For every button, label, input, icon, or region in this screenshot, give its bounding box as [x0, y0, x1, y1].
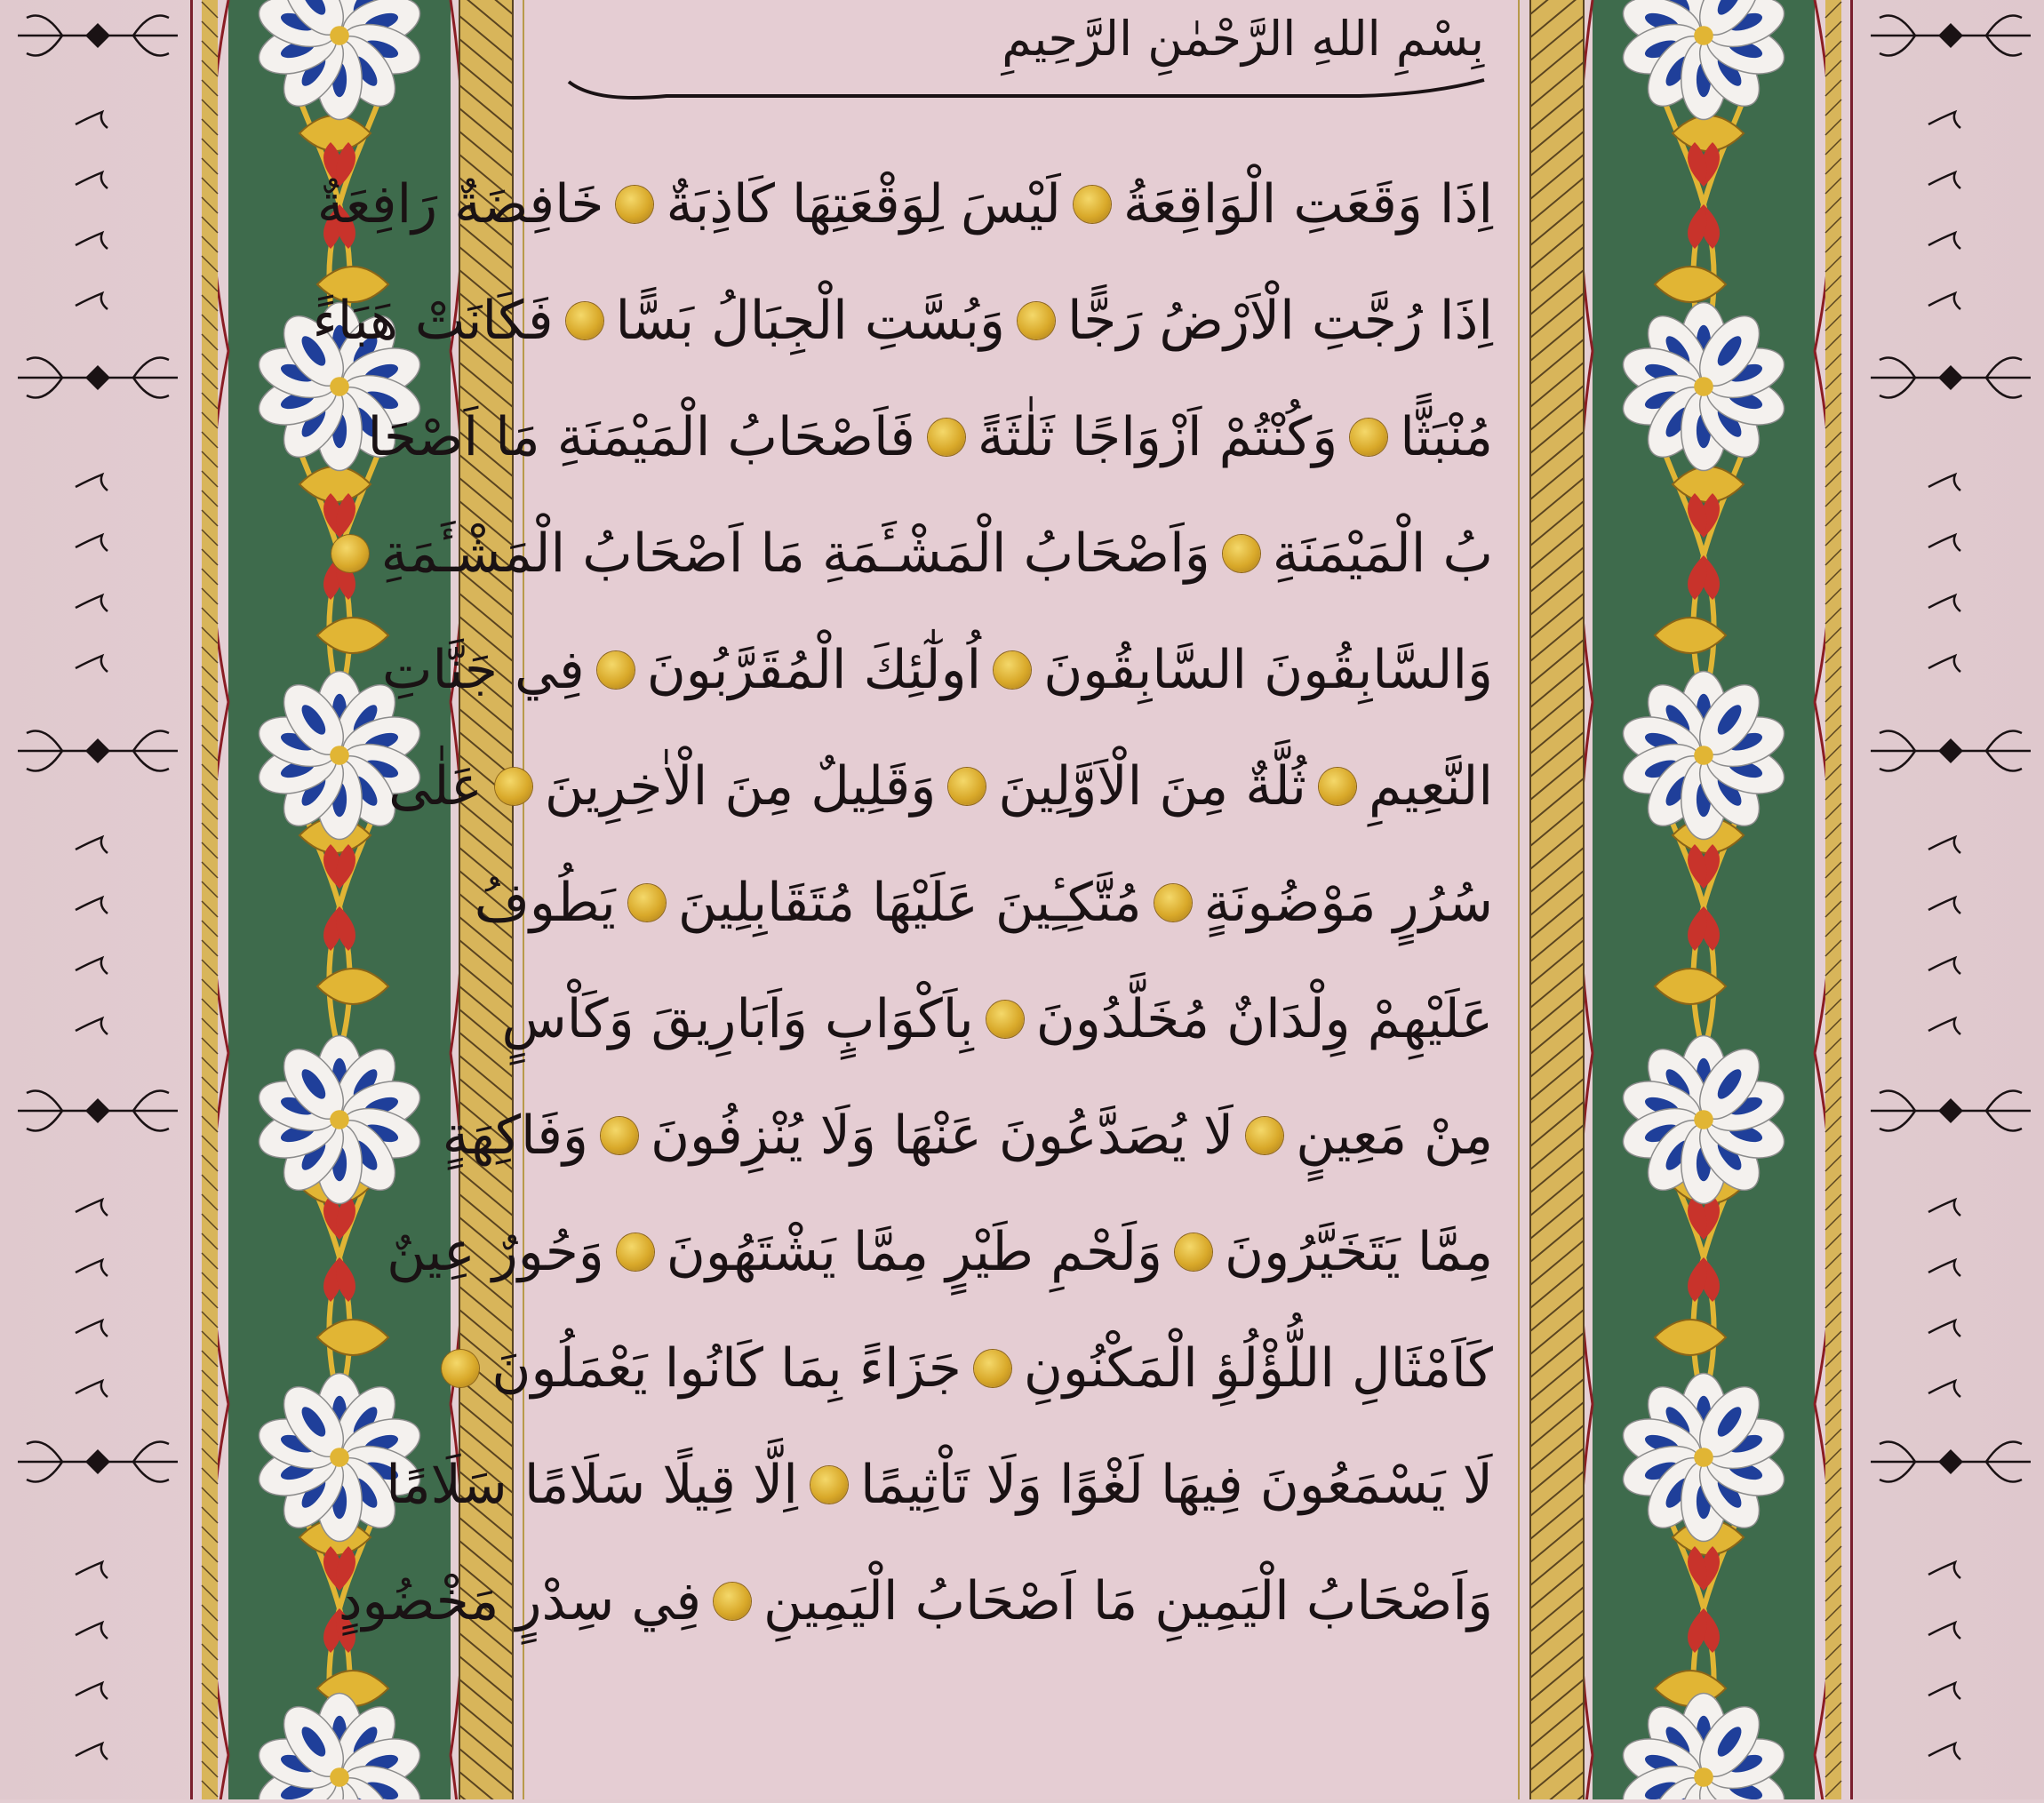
verse-text: وَبُسَّتِ الْجِبَالُ بَسًّا [615, 290, 1005, 352]
verse-line [491, 1315, 1511, 1422]
verse-end-marker [628, 884, 666, 921]
verse-text: اِذَا رُجَّتِ الْاَرْضُ رَجًّا [1066, 290, 1493, 352]
verse-end-marker [1074, 186, 1111, 223]
verse-text: عَلَيْهِمْ وِلْدَانٌ مُخَلَّدُونَ [1035, 988, 1493, 1050]
verse-text: وَالسَّابِقُونَ السَّابِقُونَ [1043, 639, 1493, 701]
verse-text: لَا يُصَدَّعُونَ عَنْهَا وَلَا يُنْزِفُونَ [650, 1105, 1234, 1167]
verse-end-marker [974, 1350, 1011, 1387]
verse-text: وَاَصْحَابُ الْيَمِينِ مَا اَصْحَابُ الْيَمِينِ [763, 1570, 1493, 1632]
verse-text: وَلَحْمِ طَيْرٍ مِمَّا يَشْتَهُونَ [666, 1221, 1163, 1283]
verse-text: يَطُوفُ [474, 872, 616, 934]
verse-end-marker [617, 1233, 654, 1271]
verse-line [387, 1199, 1511, 1305]
verse-text: بِاَكْوَابٍ وَاَبَارِيقَ وَكَاْسٍ [501, 988, 974, 1050]
verse-end-marker [810, 1466, 848, 1504]
verse-text: فِي سِدْرٍ مَخْضُودٍ [338, 1570, 702, 1632]
verse-text: جَزَاءً بِمَا كَانُوا يَعْمَلُونَ [491, 1337, 962, 1400]
verse-end-marker [928, 419, 965, 456]
verse-text: فِي جَنَّاتِ [381, 639, 585, 701]
verse-line [388, 733, 1511, 840]
verse-text: كَاَمْثَالِ اللُّؤْلُؤِ الْمَكْنُونِ [1023, 1337, 1493, 1400]
verse-line [380, 500, 1511, 607]
verse-text: اِلَّا قِيلًا سَلَامًا سَلَامًا [386, 1454, 798, 1516]
verse-line [386, 1432, 1511, 1538]
verse-end-marker [986, 1001, 1024, 1038]
verse-line [501, 966, 1511, 1073]
right-margin-ornaments [1853, 0, 2044, 1799]
verse-text: لَا يَسْمَعُونَ فِيهَا لَغْوًا وَلَا تَاْثِيمًا [859, 1454, 1493, 1516]
verse-text: فَكَانَتْ هَبَاءً [312, 290, 554, 352]
verse-end-marker [1350, 419, 1387, 456]
verse-text: مِنْ مَعِينٍ [1296, 1105, 1493, 1167]
verse-text: مِمَّا يَتَخَيَّرُونَ [1225, 1221, 1493, 1283]
verse-text: لَيْسَ لِوَقْعَتِهَا كَاذِبَةٌ [666, 173, 1061, 235]
verse-line [338, 1548, 1511, 1655]
verse-text: مُتَّكِـِٔينَ عَلَيْهَا مُتَقَابِلِينَ [677, 872, 1142, 934]
verse-text: بُ الْمَيْمَنَةِ [1272, 523, 1493, 585]
verse-text: وَاَصْحَابُ الْمَشْـَٔمَةِ مَا اَصْحَابُ الْمَشْـَٔمَةِ [380, 523, 1210, 585]
verse-end-marker [1175, 1233, 1212, 1271]
basmala-flourish [560, 73, 1502, 108]
verse-end-marker [1246, 1117, 1283, 1154]
verse-line [381, 617, 1511, 723]
verse-end-marker [597, 651, 635, 689]
verse-end-marker [566, 302, 603, 339]
verse-text: عَلٰى [388, 755, 483, 818]
verse-end-marker [1223, 535, 1260, 572]
verse-end-marker [601, 1117, 638, 1154]
verse-text: فَاَصْحَابُ الْمَيْمَنَةِ مَا اَصْحَا [367, 406, 915, 468]
verse-text: اِذَا وَقَعَتِ الْوَاقِعَةُ [1122, 173, 1493, 235]
verse-text: ثُلَّةٌ مِنَ الْاَوَّلِينَ [998, 755, 1306, 818]
verse-text: سُرُرٍ مَوْضُونَةٍ [1203, 872, 1493, 934]
verse-text: وَفَاكِهَةٍ [442, 1105, 588, 1167]
verse-end-marker [1319, 768, 1356, 805]
verse-text: وَحُورٌ عِينٌ [387, 1221, 604, 1283]
verse-text: النَّعِيمِ [1368, 755, 1493, 818]
right-illuminated-border [1520, 0, 1850, 1799]
verse-end-marker [714, 1583, 751, 1620]
verse-end-marker [1018, 302, 1055, 339]
left-margin-ornaments [0, 0, 190, 1799]
verse-line [367, 384, 1511, 491]
verse-line [312, 267, 1511, 374]
basmala-header [542, 11, 1511, 144]
verse-text: وَقَلِيلٌ مِنَ الْاٰخِرِينَ [544, 755, 937, 818]
verse-line [316, 151, 1511, 258]
verse-text: مُنْبَثًّا [1400, 406, 1493, 468]
verse-end-marker [616, 186, 653, 223]
verse-end-marker [331, 535, 369, 572]
verse-text: وَكُنْتُمْ اَزْوَاجًا ثَلٰثَةً [977, 406, 1338, 468]
verse-end-marker [948, 768, 986, 805]
verse-text: اُولٰٓئِكَ الْمُقَرَّبُونَ [646, 639, 982, 701]
verse-end-marker [994, 651, 1031, 689]
verse-text: خَافِضَةٌ رَافِعَةٌ [316, 173, 604, 235]
verse-end-marker [1154, 884, 1192, 921]
verse-line [442, 1082, 1511, 1189]
verse-line [474, 850, 1511, 956]
basmala-text: بِسْمِ اللهِ الرَّحْمٰنِ الرَّحِيمِ [1002, 11, 1484, 67]
verse-end-marker [495, 768, 532, 805]
